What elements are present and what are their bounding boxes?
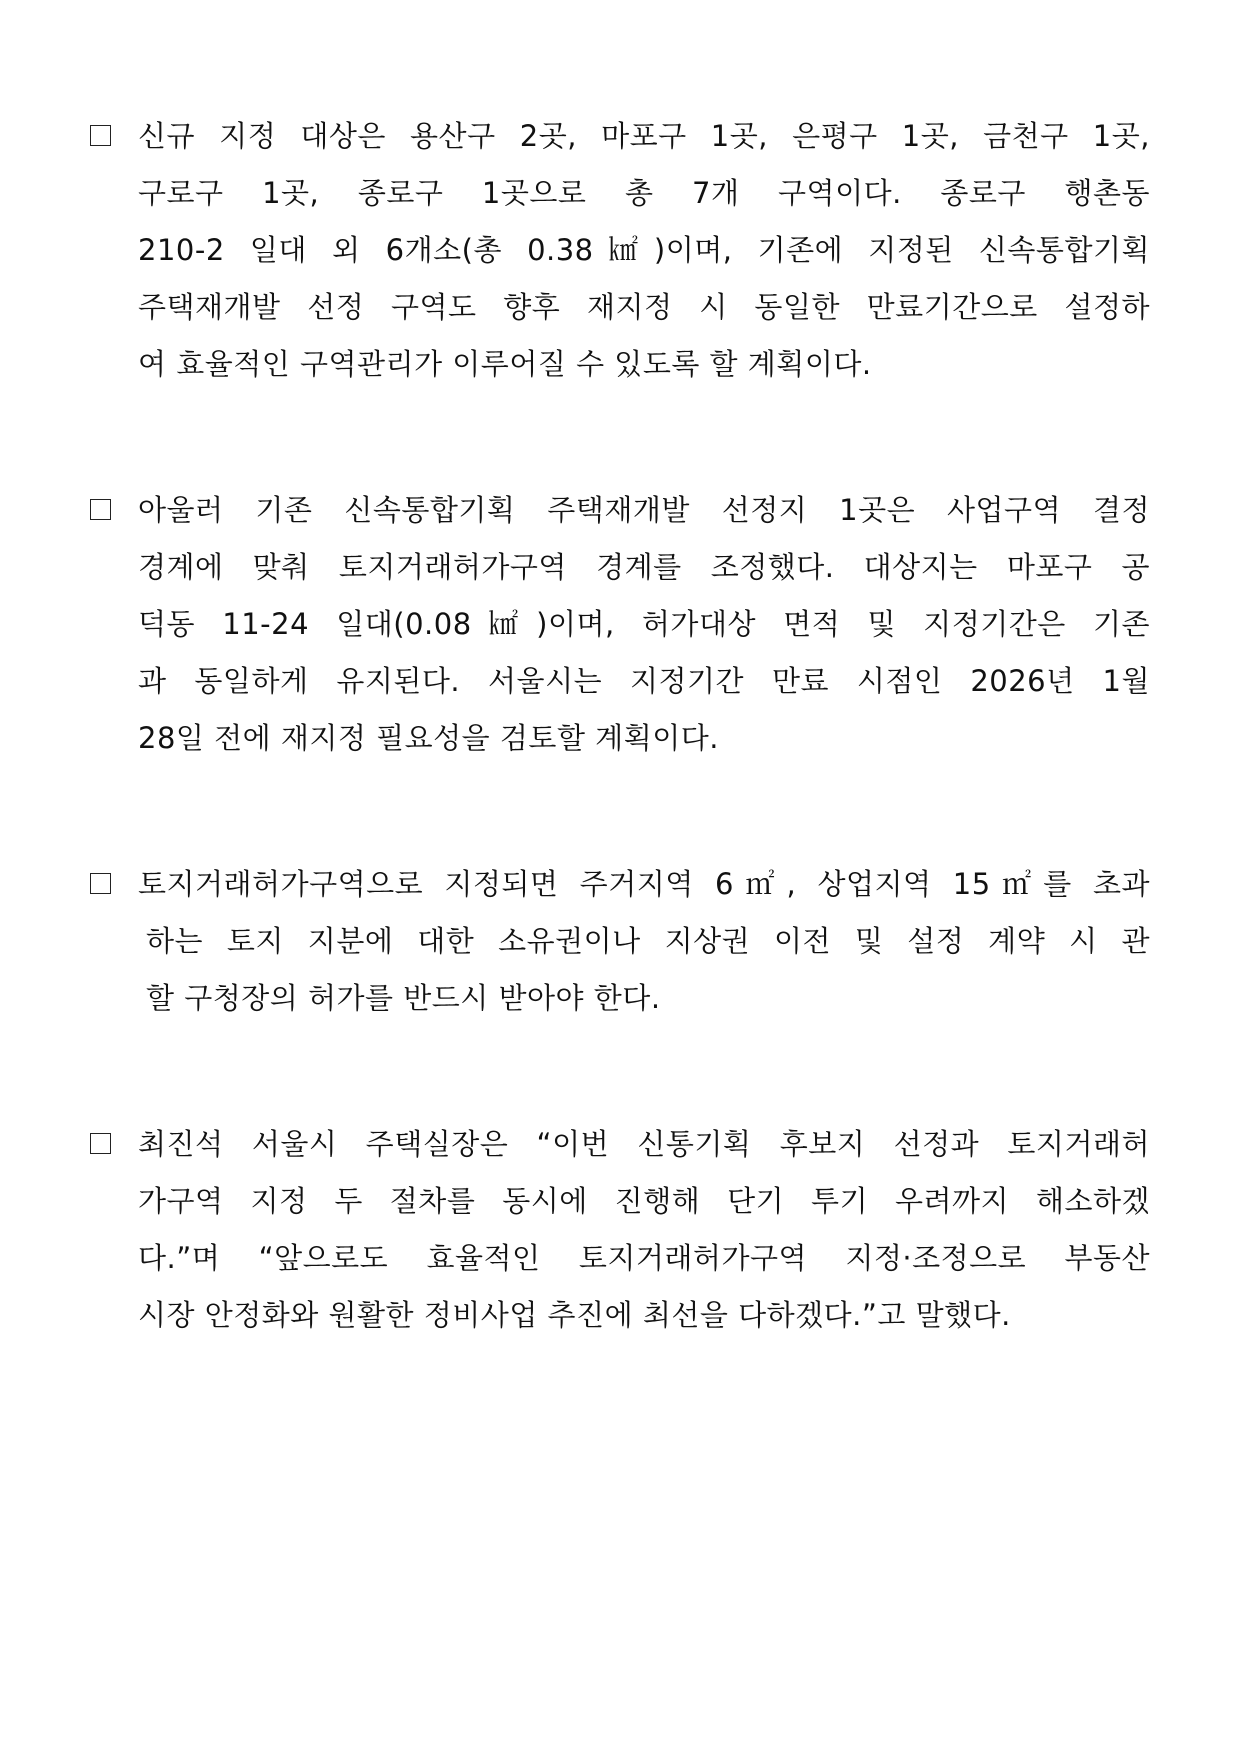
paragraph-line: 최진석 서울시 주택실장은 “이번 신통기획 후보지 선정과 토지거래허 [138,1127,1150,1161]
checkbox-bullet-icon [90,873,111,894]
paragraph-line: 가구역 지정 두 절차를 동시에 진행해 단기 투기 우려까지 해소하겠 [138,1184,1150,1218]
paragraph-line: 덕동 11-24 일대(0.08㎢)이며, 허가대상 면적 및 지정기간은 기존 [138,607,1150,641]
paragraph-line: 주택재개발 선정 구역도 향후 재지정 시 동일한 만료기간으로 설정하 [138,290,1150,324]
paragraph-line: 아울러 기존 신속통합기획 주택재개발 선정지 1곳은 사업구역 결정 [138,493,1150,527]
paragraph-line: 다.”며 “앞으로도 효율적인 토지거래허가구역 지정·조정으로 부동산 [138,1241,1150,1275]
paragraph-line: 여 효율적인 구역관리가 이루어질 수 있도록 할 계획이다. [138,347,872,381]
paragraph-line: 신규 지정 대상은 용산구 2곳, 마포구 1곳, 은평구 1곳, 금천구 1곳, [138,119,1150,153]
paragraph-line: 토지거래허가구역으로 지정되면 주거지역 6㎡, 상업지역 15㎡를 초과 [138,867,1150,901]
paragraph-line: 구로구 1곳, 종로구 1곳으로 총 7개 구역이다. 종로구 행촌동 [138,176,1150,210]
paragraph-line: 하는 토지 지분에 대한 소유권이나 지상권 이전 및 설정 계약 시 관 [146,924,1150,958]
paragraph-line: 시장 안정화와 원활한 정비사업 추진에 최선을 다하겠다.”고 말했다. [138,1298,1011,1332]
checkbox-bullet-icon [90,1133,111,1154]
paragraph-line: 210-2 일대 외 6개소(총 0.38㎢)이며, 기존에 지정된 신속통합기획 [138,233,1150,267]
paragraph-line: 28일 전에 재지정 필요성을 검토할 계획이다. [138,721,719,755]
checkbox-bullet-icon [90,125,111,146]
paragraph-line: 경계에 맞춰 토지거래허가구역 경계를 조정했다. 대상지는 마포구 공 [138,550,1150,584]
paragraph-line: 할 구청장의 허가를 반드시 받아야 한다. [146,981,661,1015]
paragraph-line: 과 동일하게 유지된다. 서울시는 지정기간 만료 시점인 2026년 1월 [138,664,1150,698]
checkbox-bullet-icon [90,499,111,520]
